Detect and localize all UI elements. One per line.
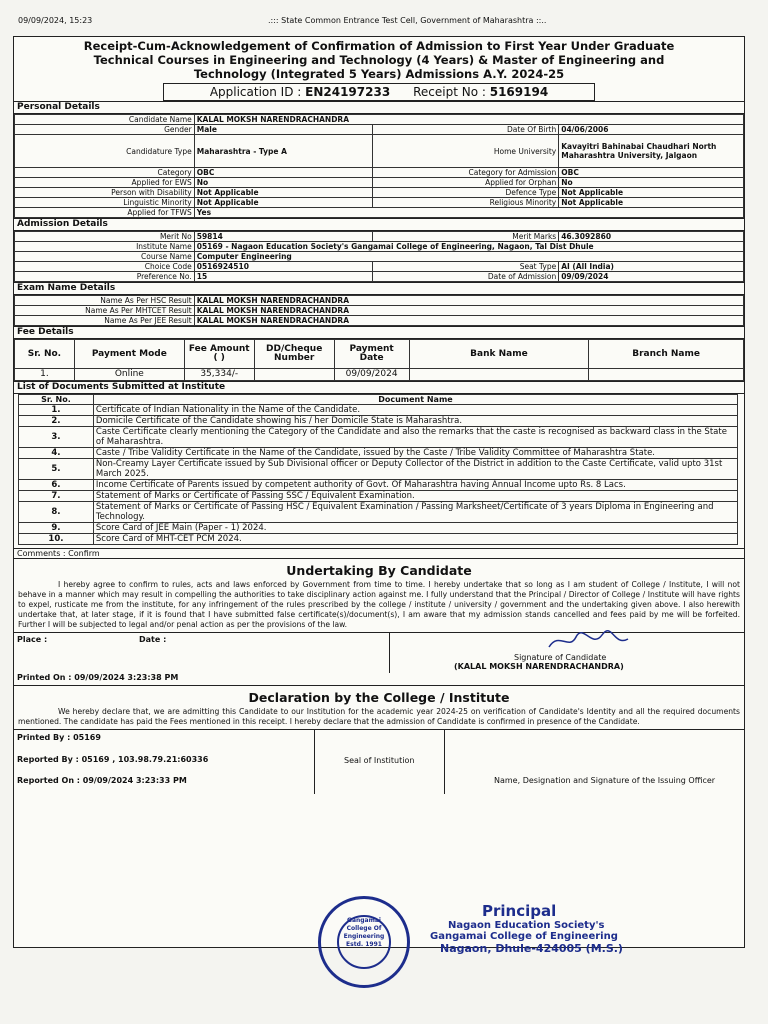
document-sn: 6. — [19, 480, 94, 491]
section-admission: Admission Details — [14, 218, 744, 231]
section-personal: Personal Details — [14, 101, 744, 114]
section-documents: List of Documents Submitted at Institute — [14, 381, 744, 394]
document-name: Statement of Marks or Certificate of Passing HSC / Equivalent Examination / Passing Marksheet/Certificate of 3 years Diploma in Engineering and Technology. — [93, 502, 737, 523]
candidate-signature — [544, 629, 634, 655]
section-exam: Exam Name Details — [14, 282, 744, 295]
document-sn: 2. — [19, 416, 94, 427]
document-sn: 4. — [19, 448, 94, 459]
declaration-heading: Declaration by the College / Institute — [248, 690, 510, 705]
document-sn: 7. — [19, 491, 94, 502]
section-fee: Fee Details — [14, 326, 744, 339]
document-sn: 8. — [19, 502, 94, 523]
declaration-footer: Printed By : 05169 Reported By : 05169 , 103.98.79.21:60336 Reported On : 09/09/2024 3:23:33 PM Seal of Institution Name, Designation and Signature of the Issuing Officer — [14, 729, 744, 794]
document-row — [19, 416, 738, 427]
document-sn: 10. — [19, 534, 94, 545]
print-datetime: 09/09/2024, 15:23 — [18, 16, 93, 25]
document-row — [19, 523, 738, 534]
institute-name: 05169 - Nagaon Education Society's Gangamai College of Engineering, Nagaon, Tal Dist Dhule — [194, 242, 743, 252]
document-name: Certificate of Indian Nationality in the Name of the Candidate. — [93, 405, 737, 416]
document-name: Caste Certificate clearly mentioning the Category of the Candidate and also the remarks that the caste is recognised as backward class in the State of Maharashtra. — [93, 427, 737, 448]
document-row — [19, 405, 738, 416]
institution-seal — [318, 896, 410, 988]
document-sn: 5. — [19, 459, 94, 480]
principal-stamp: Principal Nagaon Education Society's Gangamai College of Engineering Nagaon, Dhule-424005 (M.S.) — [430, 902, 623, 955]
document-sn: 9. — [19, 523, 94, 534]
document-sn: 3. — [19, 427, 94, 448]
document-sn: 1. — [19, 405, 94, 416]
application-id-box: Application ID : EN24197233 Receipt No : 5169194 — [163, 83, 595, 101]
document-name: Score Card of JEE Main (Paper - 1) 2024. — [93, 523, 737, 534]
undertaking-text: I hereby agree to confirm to rules, acts and laws enforced by Government from time to time. I hereby undertake that so long as I am student of College / Institute, I will not behave in a manner which may result in compelling the authorities to take disciplinary action against me. I fully understand that the Principal / Director of College / Institute will have rights to expel, rusticate me from the institute, for any infringement of the rules prescribed by the college / institute / university / government and the undertaking given above. I also herewith undertake that, at later stage, if it is found that I have submitted false certificate(s)/document(s), I am aware that my admission stands cancelled and fees paid by me will be forfeited. Further I will be subjected to legal and/or penal action as per the provisions of the law. — [18, 580, 740, 629]
document-name: Non-Creamy Layer Certificate issued by Sub Divisional officer or Deputy Collector of the District in addition to the Caste Certificate, valid upto 31st March 2025. — [93, 459, 737, 480]
comments: Comments : Confirm — [14, 548, 744, 559]
documents-table: Sr. No. Document Name 1. Certificate of Indian Nationality in the Name of the Candidate. 2. Domicile Certificate of the Candidate showing his / her Domicile State is Maharashtra. 3. Caste Certificate clearly mentioning the Category of the Candidate and also the remarks that the caste is recognised as backward class in the State of Maharashtra. 4. Caste / Tribe Validity Certificate in the Name of the Candidate, issued by the Caste / Tribe Validity Committee of Maharashtra State. 5. Non-Creamy Layer Certificate issued by Sub Divisional officer or Deputy Collector of the District in addition to the Caste Certificate, valid upto 31st March 2025. 6. Income Certificate of Parents issued by competent authority of Govt. Of Maharashtra having Annual Income upto Rs. 8 Lacs. 7. Statement of Marks or Certificate of Passing SSC / Equivalent Examination. 8. Statement of Marks or Certificate of Passing HSC / Equivalent Examination / Passing Marksheet/Certificate of 3 years Diploma in Engineering and Technology. 9. Score Card of JEE Main (Paper - 1) 2024. 10. Score Card of MHT-CET PCM 2024. — [18, 394, 738, 545]
undertaking-sign-area: Place : Date : Signature of Candidate (KALAL MOKSH NARENDRACHANDRA) — [14, 632, 744, 673]
application-id: EN24197233 — [305, 85, 391, 99]
document-row — [19, 427, 738, 448]
document-row — [19, 448, 738, 459]
document-title: Receipt-Cum-Acknowledgement of Confirmation of Admission to First Year Under Graduate Technical Courses in Engineering and Technology (4 Years) & Master of Engineering and Technology (Integrated 5 Years) Admissions A.Y. 2024-25 — [83, 39, 675, 81]
document-row — [19, 480, 738, 491]
officer-label: Name, Designation and Signature of the Issuing Officer — [494, 776, 716, 785]
document-name: Caste / Tribe Validity Certificate in the Name of the Candidate, issued by the Caste / Tribe Validity Committee of Maharashtra State. — [93, 448, 737, 459]
document-name: Income Certificate of Parents issued by competent authority of Govt. Of Maharashtra having Annual Income upto Rs. 8 Lacs. — [93, 480, 737, 491]
seal-inner: Gangamai College Of Engineering Estd. 1991 — [337, 915, 391, 969]
personal-table: Candidate Name KALAL MOKSH NARENDRACHANDRA Gender Male Date Of Birth 04/06/2006 Candidature Type Maharashtra - Type A Home University Kavayitri Bahinabai Chaudhari North Maharashtra University, Jalgaon Category OBC Category for Admission OBC Applied for EWS No Applied for Orphan No Person with Disability Not Applicable Defence Type Not Applicable Linguistic Minority Not Applicable Religious Minority Not Applicable Applied for TFWS Yes — [14, 114, 744, 218]
document-name: Domicile Certificate of the Candidate showing his / her Domicile State is Maharashtra. — [93, 416, 737, 427]
document-row — [19, 534, 738, 545]
undertaking-heading: Undertaking By Candidate — [286, 563, 472, 578]
receipt-document — [13, 36, 745, 948]
receipt-no: 5169194 — [489, 85, 549, 99]
document-name: Score Card of MHT-CET PCM 2024. — [93, 534, 737, 545]
fee-row: 1. Online 35,334/- 09/09/2024 — [15, 369, 744, 381]
printed-on: Printed On : 09/09/2024 3:23:38 PM — [14, 673, 744, 686]
fee-table: Sr. No. Payment Mode Fee Amount ( ) DD/Cheque Number Payment Date Bank Name Branch Name 1. Online 35,334/- 09/09/2024 — [14, 339, 744, 381]
document-row — [19, 459, 738, 480]
declaration-text: We hereby declare that, we are admitting this Candidate to our Institution for the academic year 2024-25 on verification of Candidate's Identity and all the required documents mentioned. The candidate has paid the Fees mentioned in this receipt. I hereby declare that the admission of Candidate is confirmed in presence of the Candidate. — [18, 707, 740, 726]
document-name: Statement of Marks or Certificate of Passing SSC / Equivalent Examination. — [93, 491, 737, 502]
document-row — [19, 491, 738, 502]
document-row — [19, 502, 738, 523]
exam-table: Name As Per HSC Result KALAL MOKSH NARENDRACHANDRA Name As Per MHTCET Result KALAL MOKSH NARENDRACHANDRA Name As Per JEE Result KALAL MOKSH NARENDRACHANDRA — [14, 295, 744, 326]
seal-label: Seal of Institution — [344, 756, 415, 765]
gov-title: .::: State Common Entrance Test Cell, Government of Maharashtra ::.. — [268, 16, 547, 25]
admission-table: Merit No 59814 Merit Marks 46.3092860 Institute Name 05169 - Nagaon Education Society's Gangamai College of Engineering, Nagaon, Tal Dist Dhule Course Name Computer Engineering Choice Code 0516924510 Seat Type AI (All India) Preference No. 15 Date of Admission 09/09/2024 — [14, 231, 744, 282]
fee-amount: 35,334/- — [184, 369, 254, 381]
candidate-name: KALAL MOKSH NARENDRACHANDRA — [194, 115, 743, 125]
dob: 04/06/2006 — [559, 125, 744, 135]
